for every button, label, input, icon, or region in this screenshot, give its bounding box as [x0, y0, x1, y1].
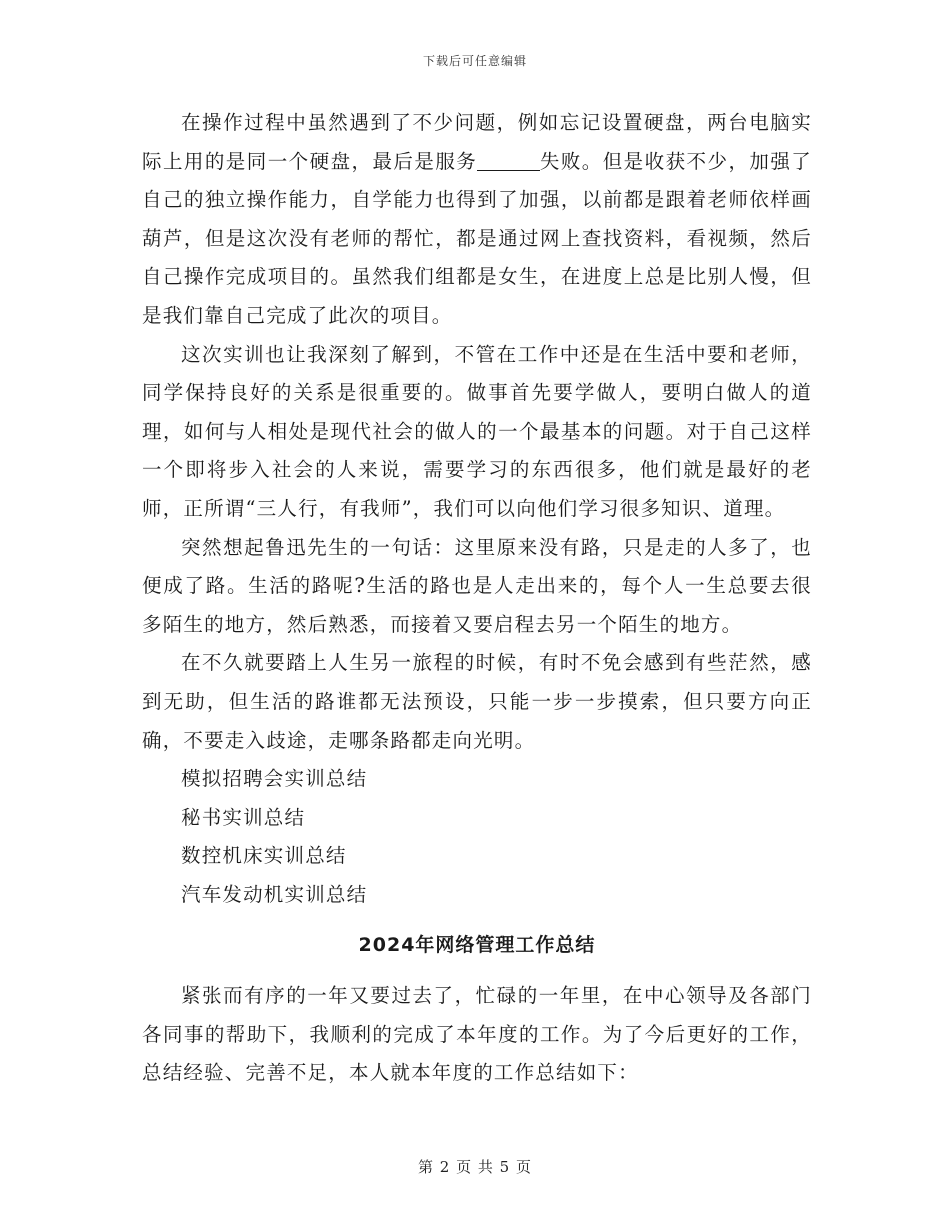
document-body	[142, 104, 812, 1093]
paragraph-3: 突然想起鲁迅先生的一句话：这里原来没有路，只是走的人多了，也便成了路。生活的路呢?生活的路也是人走出来的，每个人一生总要去很多陌生的地方，然后熟悉，而接着又要启程去另一个陌生的地方。	[142, 535, 812, 636]
related-link-item[interactable]: 数控机床实训总结	[181, 844, 347, 868]
paragraph-1-text-a: 在操作过程中虽然遇到了不少问题，例如忘记设置硬盘，两台电脑实际上用的是同一个硬盘，最后是服务	[142, 111, 812, 173]
paragraph-1	[142, 104, 812, 336]
paragraph-1-text-b: 失败。但是收获不少，加强了自己的独立操作能力，自学能力也得到了加强，以前都是跟着老师依样画葫芦，但是这次没有老师的帮忙，都是通过网上查找资料，看视频，然后自己操作完成项目的。虽然我们组都是女生，在进度上总是比别人慢，但是我们靠自己完成了此次的项目。	[142, 149, 812, 327]
page-header: 下载后可任意编辑	[422, 54, 527, 68]
page-footer: 第 2 页 共 5 页	[418, 1158, 532, 1176]
section-intro-paragraph: 紧张而有序的一年又要过去了，忙碌的一年里，在中心领导及各部门各同事的帮助下，我顺利的完成了本年度的工作。为了今后更好的工作，总结经验、完善不足，本人就本年度的工作总结如下：	[142, 984, 812, 1085]
paragraph-2: 这次实训也让我深刻了解到，不管在工作中还是在生活中要和老师，同学保持良好的关系是很重要的。做事首先要学做人，要明白做人的道理，如何与人相处是现代社会的做人的一个最基本的问题。对于自己这样一个即将步入社会的人来说，需要学习的东西很多，他们就是最好的老师，正所谓“三人行，有我师”，我们可以向他们学习很多知识、道理。	[142, 342, 812, 520]
related-links-list	[142, 760, 812, 914]
fill-in-blank	[477, 150, 539, 171]
related-link-item[interactable]: 模拟招聘会实训总结	[181, 767, 368, 791]
related-link-item[interactable]: 汽车发动机实训总结	[181, 882, 368, 906]
section-title: 2024年网络管理工作总结	[358, 934, 596, 957]
related-link-item[interactable]: 秘书实训总结	[181, 805, 306, 829]
paragraph-4: 在不久就要踏上人生另一旅程的时候，有时不免会感到有些茫然，感到无助，但生活的路谁都无法预设，只能一步一步摸索，但只要方向正确，不要走入歧途，走哪条路都走向光明。	[142, 651, 812, 752]
